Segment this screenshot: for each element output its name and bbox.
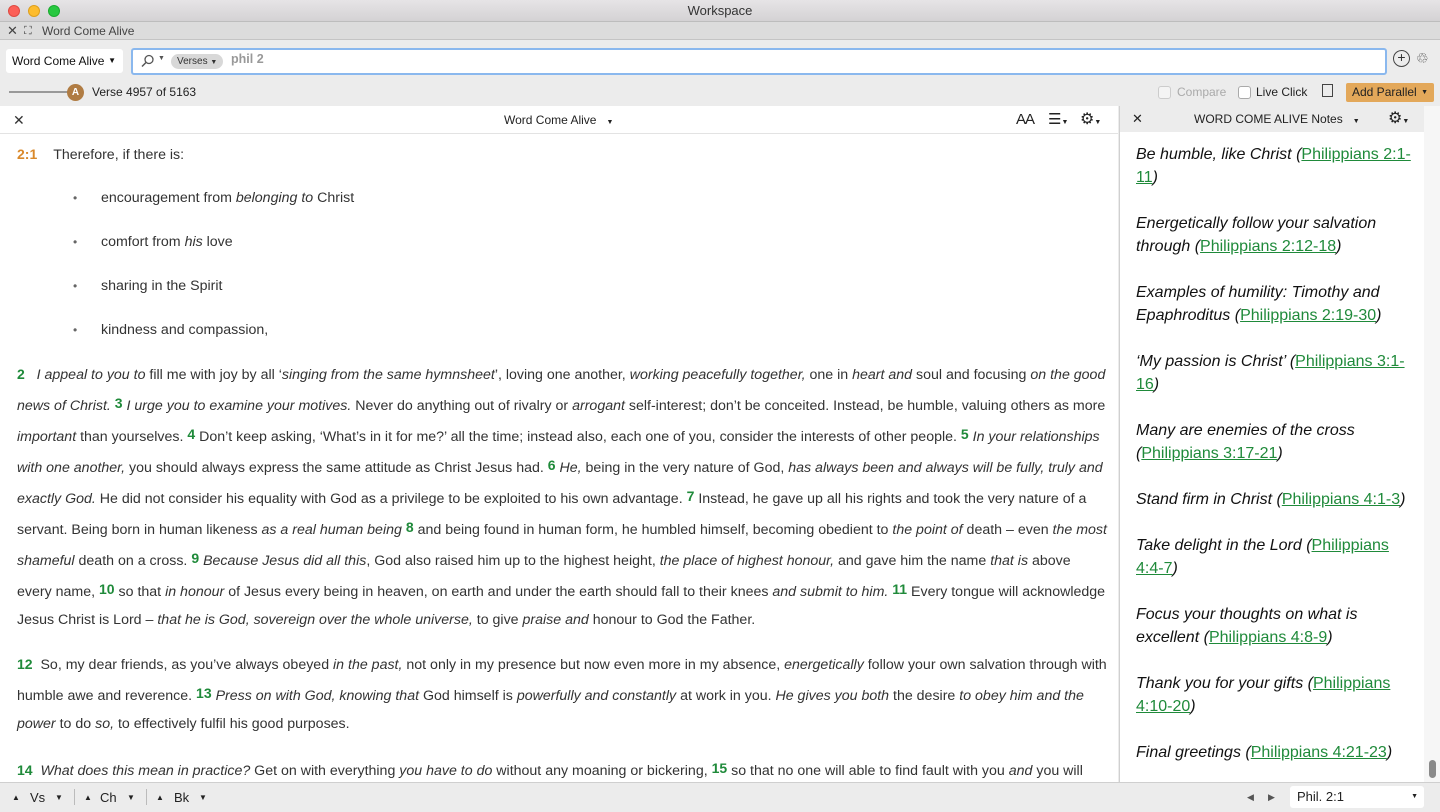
note-link[interactable]: Philippians 3:1-16 [1136, 353, 1405, 393]
note-text: Take delight in the Lord [1136, 537, 1302, 554]
notes-list [1136, 143, 1416, 782]
pane-title: Word Come Alive [504, 113, 597, 127]
verse-reference[interactable]: 2:1 [17, 146, 38, 162]
verse-number[interactable]: 13 [196, 685, 212, 701]
verse-down-icon[interactable]: ▼ [55, 793, 63, 802]
note-link[interactable]: Philippians 4:4-7 [1136, 537, 1389, 577]
note-text: Thank you for your gifts [1136, 675, 1304, 692]
view-options-icon[interactable]: ☰▼ [1048, 111, 1069, 128]
chevron-down-icon: ▼ [108, 56, 116, 65]
note-item: Examples of humility: Timothy and Epaphroditus (Philippians 2:19-30) [1136, 284, 1382, 324]
tab-label[interactable]: Word Come Alive [42, 24, 135, 38]
reference-value: Phil. 2:1 [1297, 789, 1344, 804]
note-item: Energetically follow your salvation through (Philippians 2:12-18) [1136, 215, 1377, 255]
divider [146, 789, 147, 805]
note-link[interactable]: Philippians 4:8-9 [1208, 629, 1328, 646]
live-click-label: Live Click [1256, 85, 1308, 99]
note-link[interactable]: Philippians 4:10-20 [1136, 675, 1391, 715]
list-item [17, 264, 1107, 308]
compare-checkbox[interactable] [1158, 86, 1171, 99]
close-tab-icon[interactable]: ✕ [7, 23, 18, 38]
verse-number[interactable]: 12 [17, 656, 33, 672]
chapter-down-icon[interactable]: ▼ [127, 793, 135, 802]
verse-number[interactable]: 3 [114, 395, 123, 411]
expand-icon[interactable]: ⛶ [24, 25, 32, 37]
list-item [17, 308, 1107, 352]
verse-slider-track[interactable] [9, 91, 69, 93]
pane-title-dropdown[interactable]: Word Come Alive ▼ [504, 113, 614, 127]
back-icon[interactable]: ◀ [1247, 792, 1254, 802]
note-link[interactable]: Philippians 2:19-30 [1240, 307, 1377, 324]
bottom-bar [0, 782, 1440, 811]
tab-bar [0, 22, 1440, 40]
search-scope-label: Verses [177, 56, 208, 67]
minimize-window-button[interactable] [28, 5, 40, 17]
close-window-button[interactable] [8, 5, 20, 17]
list-item-text: love [202, 234, 233, 250]
search-options-chevron-icon[interactable]: ▼ [158, 55, 165, 62]
note-item: Focus your thoughts on what is excellent (Philippians 4:8-9) [1136, 606, 1358, 646]
notes-pane [1119, 106, 1424, 782]
add-parallel-button[interactable] [1346, 83, 1434, 102]
list-item-text: kindness and compassion, [101, 322, 269, 338]
note-text: Examples of humility: Timothy and Epaphroditus [1136, 284, 1380, 324]
verse-number[interactable]: 15 [711, 760, 728, 776]
list-item-emphasis: belonging to [235, 190, 314, 206]
add-parallel-label: Add Parallel [1352, 85, 1417, 99]
verse-number[interactable]: 11 [892, 581, 908, 597]
note-item: ‘My passion is Christ’ (Philippians 3:1-16) [1136, 353, 1405, 393]
verse-nav-label[interactable]: Vs [30, 790, 46, 805]
list-item-text: Christ [313, 190, 355, 206]
note-text: Stand firm in Christ [1136, 491, 1273, 508]
resource-dropdown[interactable] [6, 49, 123, 73]
verse-number[interactable]: 2 [17, 366, 25, 382]
verse-1-intro: Therefore, if there is: [53, 147, 185, 163]
verse-paragraph: 2 I appeal to you to fill me with joy by all ‘singing from the same hymnsheet’, loving one another, working peacefully together, one in heart and soul and focusing on the good news of Christ. 3 I urge you to examine your motives. Never do anything out of rivalry or arrogant self-interest; don’t be conceited. Instead, be humble, valuing others as more important than yourselves. 4 Don’t keep asking, ‘What’s in it for me?’ all the time; instead also, each one of you, consider the interests of other people. 5 In your relationships with one another, you should always express the same attitude as Christ Jesus had. 6 He, being in the very nature of God, has always been and always will be fully, truly and exactly God. He did not consider his equality with God as a privilege to be exploited to his own advantage. 7 Instead, he gave up all his rights and took the very nature of a servant. Being born in human likeness as a real human being 8 and being found in human form, he humbled himself, becoming obedient to the point of death – even the most shameful death on a cross. 9 Because Jesus did all this, God also raised him up to the highest height, the place of highest honour, and gave him the name that is above every name, 10 so that in honour of Jesus every being in heaven, on earth and under the earth should fall to their knees and submit to him. 11 Every tongue will acknowledge Jesus Christ is Lord – that he is God, sovereign over the whole universe, to give praise and honour to God the Father. [17, 366, 1107, 628]
search-icon[interactable] [141, 54, 155, 68]
notes-gear-icon[interactable]: ⚙▼ [1388, 110, 1410, 127]
verse-number[interactable]: 5 [960, 426, 969, 442]
reading-pane-header [0, 106, 1118, 134]
note-link[interactable]: Philippians 4:21-23 [1250, 744, 1387, 761]
note-text: Energetically follow your salvation through [1136, 215, 1377, 255]
verse-status: Verse 4957 of 5163 [92, 85, 197, 99]
sync-icon[interactable]: ♲ [1416, 50, 1429, 66]
list-item-text: comfort from [101, 234, 185, 250]
list-item-text: sharing in the Spirit [101, 278, 223, 294]
scrollbar-thumb[interactable] [1429, 760, 1436, 778]
toolbar [0, 41, 1440, 81]
notes-title: WORD COME ALIVE Notes [1194, 112, 1343, 126]
verse-up-icon[interactable]: ▲ [12, 793, 20, 802]
chevron-down-icon: ▼ [1411, 793, 1418, 800]
reference-field[interactable] [1290, 786, 1424, 808]
note-text: Final greetings [1136, 744, 1241, 761]
reading-pane [0, 106, 1118, 782]
note-link[interactable]: Philippians 4:1-3 [1281, 491, 1401, 508]
verse-number[interactable]: 9 [191, 550, 200, 566]
info-bar [0, 81, 1440, 105]
book-up-icon[interactable]: ▲ [156, 793, 164, 802]
notes-title-dropdown[interactable]: WORD COME ALIVE Notes ▼ [1194, 112, 1360, 126]
note-link[interactable]: Philippians 3:17-21 [1141, 445, 1278, 462]
list-item [17, 220, 1107, 264]
note-item: Stand firm in Christ (Philippians 4:1-3) [1136, 491, 1406, 508]
verse-paragraph: 14 What does this mean in practice? Get on with everything you have to do without any moaning or bickering, 15 so that no one will able to find fault with you and you will [17, 760, 1083, 779]
chevron-down-icon: ▼ [1421, 89, 1428, 96]
vertical-scrollbar[interactable] [1424, 106, 1440, 782]
verse-number[interactable]: 6 [547, 457, 556, 473]
list-item-emphasis: his [184, 234, 203, 250]
note-link[interactable]: Philippians 2:1-11 [1136, 146, 1411, 186]
note-text: Many are enemies of the cross [1136, 422, 1355, 439]
note-text: Focus your thoughts on what is excellent [1136, 606, 1358, 646]
verse-number[interactable]: 10 [99, 581, 115, 597]
note-link[interactable]: Philippians 2:12-18 [1200, 238, 1337, 255]
font-size-icon[interactable]: AA [1016, 111, 1035, 128]
notes-header [1120, 106, 1424, 132]
passage-text [17, 144, 1107, 782]
verse-number[interactable]: 7 [686, 488, 695, 504]
note-text: Be humble, like Christ [1136, 146, 1292, 163]
list-item-text: encouragement from [101, 190, 236, 206]
note-item: Be humble, like Christ (Philippians 2:1-11) [1136, 146, 1411, 186]
verse-paragraph: 12 So, my dear friends, as you’ve always obeyed in the past, not only in my presence but now even more in my absence, energetically follow your own salvation through with humble awe and reverence. 13 Press on with God, knowing that God himself is powerfully and constantly at work in you. He gives you both the desire to obey him and the power to do so, to effectively fulfil his good purposes. [17, 656, 1107, 732]
book-down-icon[interactable]: ▼ [199, 793, 207, 802]
verse-number[interactable]: 14 [17, 762, 33, 778]
note-text: ‘My passion is Christ’ [1136, 353, 1286, 370]
zoom-window-button[interactable] [48, 5, 60, 17]
book-nav-label[interactable]: Bk [174, 790, 190, 805]
window-title: Workspace [687, 3, 753, 18]
live-click-checkbox[interactable] [1238, 86, 1251, 99]
chapter-nav-label[interactable]: Ch [100, 790, 117, 805]
note-item: Many are enemies of the cross (Philippians 3:17-21) [1136, 422, 1355, 462]
copy-icon[interactable] [1322, 84, 1333, 97]
slider-thumb-avatar[interactable]: A [67, 84, 84, 101]
verse-number[interactable]: 4 [187, 426, 196, 442]
gear-icon[interactable]: ⚙▼ [1080, 111, 1102, 128]
search-box[interactable] [131, 48, 1387, 75]
close-notes-icon[interactable]: ✕ [1132, 111, 1143, 126]
divider [74, 789, 75, 805]
verse-1-heading [17, 144, 1107, 176]
forward-icon[interactable]: ▶ [1268, 792, 1275, 802]
search-input[interactable]: phil 2 [231, 52, 264, 66]
chapter-up-icon[interactable]: ▲ [84, 793, 92, 802]
compare-label: Compare [1177, 85, 1227, 99]
note-item: Take delight in the Lord (Philippians 4:4-7) [1136, 537, 1389, 577]
verse-number[interactable]: 8 [405, 519, 414, 535]
list-item [17, 176, 1107, 220]
add-tab-icon[interactable]: + [1393, 50, 1410, 67]
window-titlebar [0, 0, 1440, 22]
note-item: Thank you for your gifts (Philippians 4:10-20) [1136, 675, 1391, 715]
resource-dropdown-label: Word Come Alive [12, 54, 105, 68]
note-item: Final greetings (Philippians 4:21-23) [1136, 744, 1393, 761]
search-scope-pill[interactable]: Verses ▼ [171, 54, 223, 69]
close-pane-icon[interactable]: ✕ [13, 112, 25, 128]
